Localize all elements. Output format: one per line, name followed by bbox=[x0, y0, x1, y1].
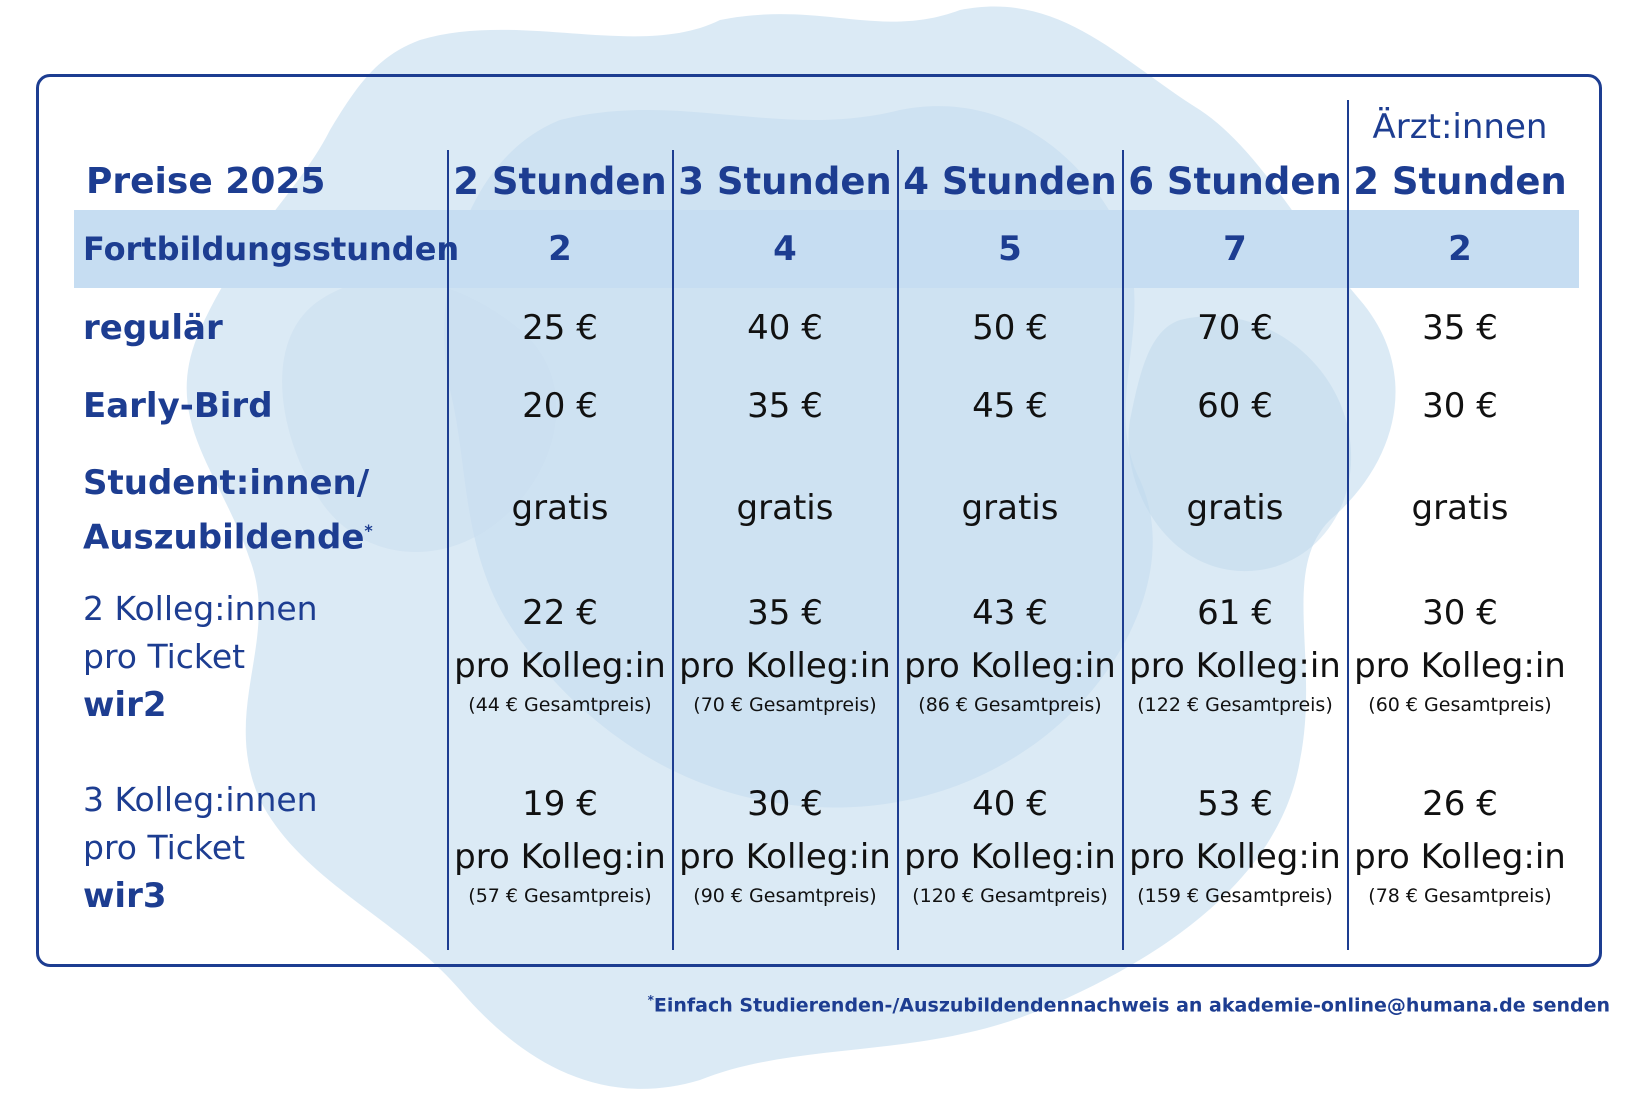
wir3-total: (120 € Gesamtpreis) bbox=[912, 885, 1108, 907]
row-label-wir3-code: wir3 bbox=[83, 876, 167, 916]
footnote bbox=[648, 993, 1610, 1016]
row-label-student-line2 bbox=[83, 508, 373, 560]
column-divider bbox=[1122, 150, 1124, 950]
fortbildung-value: 7 bbox=[1223, 229, 1247, 269]
footnote-text: Einfach Studierenden-/Auszubildendennachweis an akademie-online@humana.de senden bbox=[653, 994, 1610, 1017]
wir2-total: (122 € Gesamtpreis) bbox=[1137, 694, 1333, 716]
wir2-total: (86 € Gesamtpreis) bbox=[918, 694, 1102, 716]
fortbildung-value: 4 bbox=[773, 229, 797, 269]
wir2-price: 61 € bbox=[1197, 593, 1273, 633]
regular-price: 25 € bbox=[522, 308, 598, 348]
wir2-price: 43 € bbox=[972, 593, 1048, 633]
row-label-wir2-line1: 2 Kolleg:innen bbox=[83, 589, 318, 628]
row-label-wir2-code: wir2 bbox=[83, 685, 167, 725]
row-label-student-line1: Student:innen/ bbox=[83, 463, 370, 503]
wir2-per: pro Kolleg:in bbox=[904, 646, 1116, 686]
early-bird-price: 45 € bbox=[972, 386, 1048, 426]
early-bird-price: 60 € bbox=[1197, 386, 1273, 426]
wir3-total: (57 € Gesamtpreis) bbox=[468, 885, 652, 907]
student-price: gratis bbox=[1411, 488, 1509, 528]
wir3-price: 26 € bbox=[1422, 784, 1498, 824]
wir3-per: pro Kolleg:in bbox=[679, 837, 891, 877]
wir2-total: (44 € Gesamtpreis) bbox=[468, 694, 652, 716]
column-header: 3 Stunden bbox=[678, 160, 892, 203]
wir3-per: pro Kolleg:in bbox=[904, 837, 1116, 877]
fortbildung-value: 2 bbox=[548, 229, 572, 269]
student-price: gratis bbox=[736, 488, 834, 528]
column-divider bbox=[672, 150, 674, 950]
wir3-per: pro Kolleg:in bbox=[1129, 837, 1341, 877]
early-bird-price: 35 € bbox=[747, 386, 823, 426]
student-price: gratis bbox=[511, 488, 609, 528]
wir2-per: pro Kolleg:in bbox=[1354, 646, 1566, 686]
row-label-early-bird: Early-Bird bbox=[83, 386, 273, 426]
column-divider bbox=[897, 150, 899, 950]
column-header: 4 Stunden bbox=[903, 160, 1117, 203]
wir3-price: 40 € bbox=[972, 784, 1048, 824]
column-header: 2 Stunden bbox=[1353, 160, 1567, 203]
row-label-regular: regulär bbox=[83, 308, 223, 348]
wir2-per: pro Kolleg:in bbox=[1129, 646, 1341, 686]
wir3-total: (78 € Gesamtpreis) bbox=[1368, 885, 1552, 907]
regular-price: 70 € bbox=[1197, 308, 1273, 348]
row-label-fortbildung: Fortbildungsstunden bbox=[83, 230, 460, 268]
student-price: gratis bbox=[961, 488, 1059, 528]
footnote-mark: * bbox=[647, 993, 654, 1007]
fortbildung-value: 2 bbox=[1448, 229, 1472, 269]
column-header: 6 Stunden bbox=[1128, 160, 1342, 203]
wir2-price: 35 € bbox=[747, 593, 823, 633]
student-label-text: Auszubildende bbox=[83, 517, 365, 558]
regular-price: 50 € bbox=[972, 308, 1048, 348]
wir3-per: pro Kolleg:in bbox=[454, 837, 666, 877]
wir2-price: 30 € bbox=[1422, 593, 1498, 633]
early-bird-price: 30 € bbox=[1422, 386, 1498, 426]
regular-price: 40 € bbox=[747, 308, 823, 348]
footnote-mark: * bbox=[364, 521, 373, 540]
wir3-price: 30 € bbox=[747, 784, 823, 824]
column-header-pre: Ärzt:innen bbox=[1372, 107, 1548, 147]
row-label-wir2-line2: pro Ticket bbox=[83, 637, 246, 676]
row-label-wir3-line1: 3 Kolleg:innen bbox=[83, 780, 318, 819]
fortbildung-value: 5 bbox=[998, 229, 1022, 269]
wir3-total: (90 € Gesamtpreis) bbox=[693, 885, 877, 907]
wir3-per: pro Kolleg:in bbox=[1354, 837, 1566, 877]
column-divider bbox=[1347, 100, 1349, 950]
table-title: Preise 2025 bbox=[86, 161, 326, 202]
wir2-total: (70 € Gesamtpreis) bbox=[693, 694, 877, 716]
wir3-total: (159 € Gesamtpreis) bbox=[1137, 885, 1333, 907]
column-header: 2 Stunden bbox=[453, 160, 667, 203]
student-price: gratis bbox=[1186, 488, 1284, 528]
wir2-total: (60 € Gesamtpreis) bbox=[1368, 694, 1552, 716]
early-bird-price: 20 € bbox=[522, 386, 598, 426]
wir2-price: 22 € bbox=[522, 593, 598, 633]
regular-price: 35 € bbox=[1422, 308, 1498, 348]
wir2-per: pro Kolleg:in bbox=[454, 646, 666, 686]
wir3-price: 19 € bbox=[522, 784, 598, 824]
row-label-wir3-line2: pro Ticket bbox=[83, 828, 246, 867]
wir2-per: pro Kolleg:in bbox=[679, 646, 891, 686]
wir3-price: 53 € bbox=[1197, 784, 1273, 824]
